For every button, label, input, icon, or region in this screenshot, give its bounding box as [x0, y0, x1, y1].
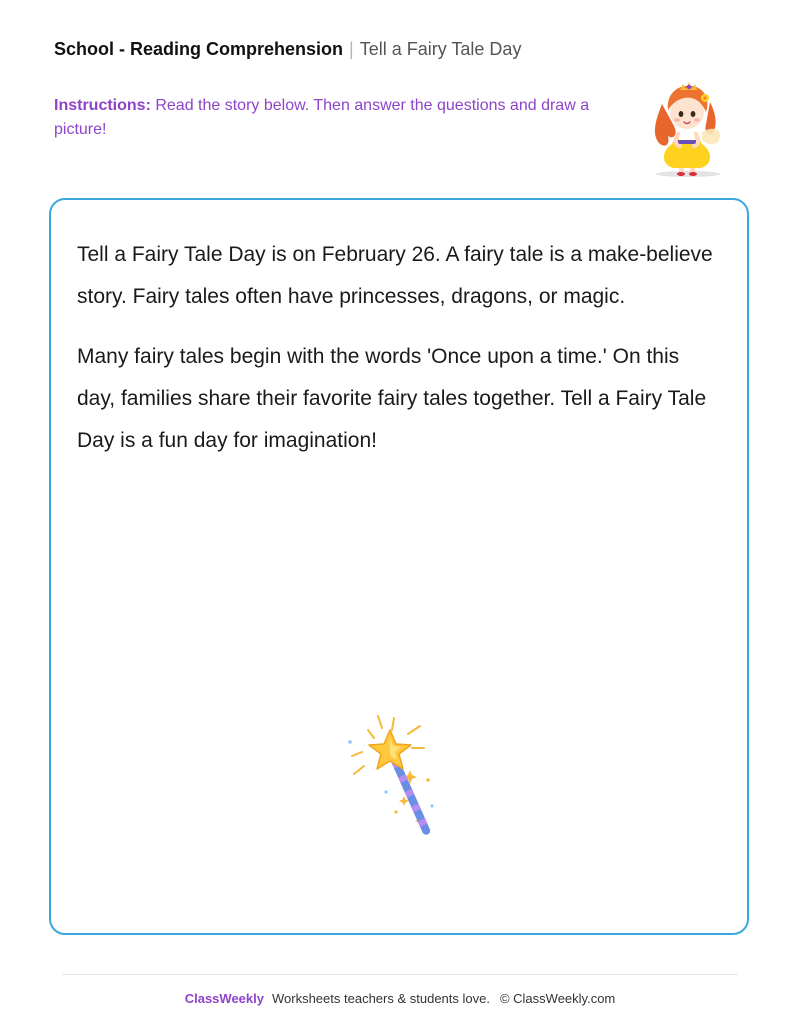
- page-header: [54, 38, 521, 60]
- subject-title: School - Reading Comprehension: [54, 39, 344, 59]
- instructions-text: Read the story below. Then answer the questions and draw a picture!: [54, 97, 590, 138]
- footer-divider: [62, 974, 738, 975]
- instructions: [54, 94, 614, 142]
- footer-brand: ClassWeekly: [184, 991, 264, 1006]
- instructions-label: Instructions:: [54, 97, 151, 114]
- magic-wand-icon: [340, 708, 462, 854]
- footer-tagline: Worksheets teachers & students love.: [271, 991, 490, 1006]
- footer: [0, 990, 800, 1008]
- princess-icon: [644, 74, 728, 180]
- story-text: [77, 234, 717, 462]
- topic-title: Tell a Fairy Tale Day: [359, 39, 522, 59]
- story-paragraph-2: Many fairy tales begin with the words 'Once upon a time.' On this day, families share their favorite fairy tales together. Tell a Fairy Tale Day is a fun day for imagination!: [77, 345, 707, 452]
- footer-copyright: © ClassWeekly.com: [499, 991, 616, 1006]
- story-paragraph-1: Tell a Fairy Tale Day is on February 26. A fairy tale is a make-believe story. Fairy tales often have princesses, dragons, or magic.: [77, 243, 713, 308]
- header-separator: |: [349, 39, 354, 59]
